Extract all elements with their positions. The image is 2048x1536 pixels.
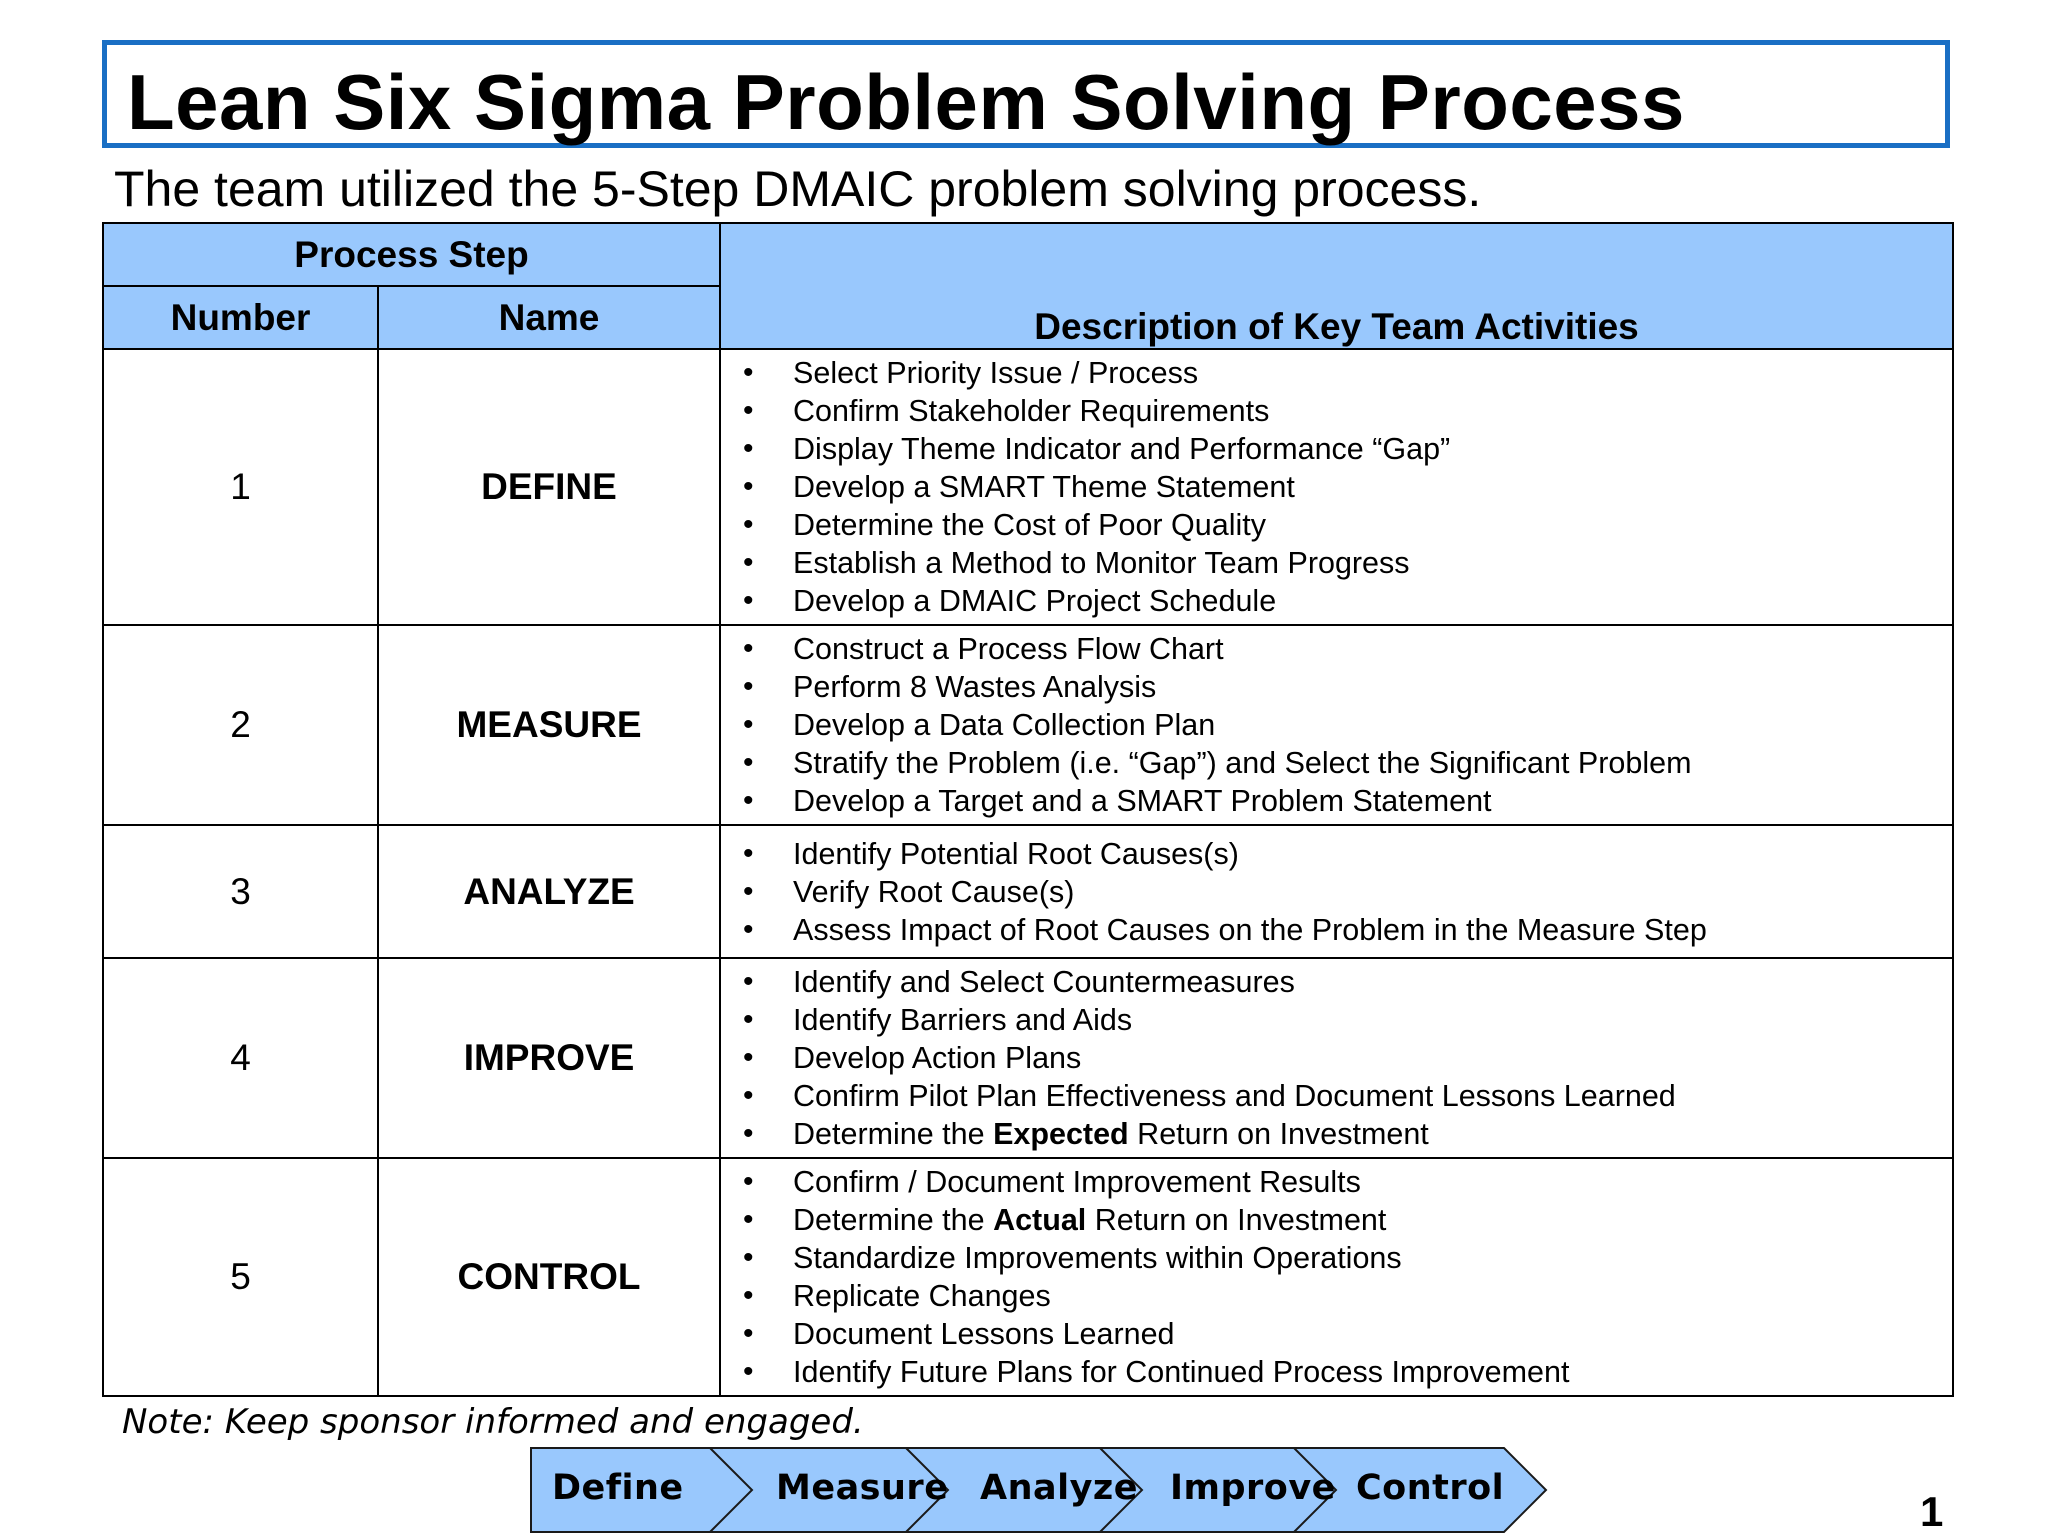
table-body	[103, 349, 1953, 1396]
table-row	[103, 625, 1953, 825]
activity-list	[721, 1163, 1952, 1391]
list-item: • Determine the Expected Return on Investment	[743, 1117, 1429, 1151]
bullet-icon: •	[743, 1041, 754, 1074]
bullet-icon: •	[743, 356, 754, 389]
dmaic-flow	[530, 1446, 1548, 1534]
step-activities	[720, 349, 1953, 625]
list-item: • Display Theme Indicator and Performance “Gap”	[743, 432, 1451, 466]
bullet-icon: •	[743, 912, 754, 946]
list-item: • Determine the Cost of Poor Quality	[743, 508, 1266, 542]
bullet-icon: •	[743, 1079, 754, 1112]
list-item: • Develop a DMAIC Project Schedule	[743, 584, 1277, 618]
bullet-icon: •	[743, 394, 754, 427]
list-item: • Perform 8 Wastes Analysis	[743, 670, 1157, 704]
page-title: Lean Six Sigma Problem Solving Process	[127, 58, 1685, 146]
activity-list	[721, 354, 1952, 620]
list-item: • Identify Potential Root Causes(s)	[743, 836, 1239, 871]
step-name: ANALYZE	[378, 825, 720, 958]
list-item: • Develop Action Plans	[743, 1041, 1082, 1075]
activity-list	[721, 630, 1952, 820]
flow-step-analyze: Analyze	[980, 1468, 1139, 1508]
table-row	[103, 1158, 1953, 1396]
step-name: IMPROVE	[378, 958, 720, 1158]
bullet-icon: •	[743, 746, 754, 779]
header-number: Number	[103, 286, 378, 349]
list-item: • Assess Impact of Root Causes on the Problem in the Measure Step	[743, 912, 1707, 947]
bullet-icon: •	[743, 508, 754, 541]
step-activities	[720, 1158, 1953, 1396]
page-subtitle: The team utilized the 5-Step DMAIC problem solving process.	[114, 161, 1482, 217]
list-item: • Select Priority Issue / Process	[743, 356, 1199, 390]
flow-step-improve: Improve	[1170, 1468, 1336, 1508]
list-item: • Construct a Process Flow Chart	[743, 632, 1224, 666]
list-item: • Identify Future Plans for Continued Process Improvement	[743, 1355, 1570, 1389]
activity-list	[721, 835, 1952, 949]
table-row	[103, 349, 1953, 625]
bullet-icon: •	[743, 1117, 754, 1150]
bullet-icon: •	[743, 1241, 754, 1274]
list-item: • Confirm Pilot Plan Effectiveness and Document Lessons Learned	[743, 1079, 1676, 1113]
step-name: CONTROL	[378, 1158, 720, 1396]
bullet-icon: •	[743, 670, 754, 703]
bullet-icon: •	[743, 1203, 754, 1236]
process-table	[102, 222, 1954, 1397]
list-item: • Replicate Changes	[743, 1279, 1051, 1313]
list-item: • Develop a Data Collection Plan	[743, 708, 1216, 742]
bullet-icon: •	[743, 1279, 754, 1312]
bullet-icon: •	[743, 965, 754, 998]
bullet-icon: •	[743, 1003, 754, 1036]
step-number: 4	[103, 958, 378, 1158]
table-row	[103, 958, 1953, 1158]
bullet-icon: •	[743, 708, 754, 741]
flow-step-control: Control	[1356, 1468, 1505, 1508]
bullet-icon: •	[743, 584, 754, 617]
bullet-icon: •	[743, 784, 754, 817]
list-item: • Stratify the Problem (i.e. “Gap”) and Select the Significant Problem	[743, 746, 1692, 780]
step-activities	[720, 625, 1953, 825]
header-process-step: Process Step	[103, 223, 720, 286]
list-item: • Document Lessons Learned	[743, 1317, 1175, 1351]
step-name: MEASURE	[378, 625, 720, 825]
list-item: • Identify Barriers and Aids	[743, 1003, 1133, 1037]
table-row	[103, 825, 1953, 958]
sponsor-note: Note: Keep sponsor informed and engaged.	[122, 1402, 864, 1442]
list-item: • Identify and Select Countermeasures	[743, 965, 1295, 999]
bullet-icon: •	[743, 1317, 754, 1350]
bullet-icon: •	[743, 470, 754, 503]
list-item: • Confirm Stakeholder Requirements	[743, 394, 1270, 428]
bullet-icon: •	[743, 874, 754, 908]
header-name: Name	[378, 286, 720, 349]
bullet-icon: •	[743, 836, 754, 870]
step-number: 2	[103, 625, 378, 825]
title-box	[102, 40, 1950, 148]
bullet-icon: •	[743, 1165, 754, 1198]
flow-step-measure: Measure	[776, 1468, 949, 1508]
list-item: • Develop a Target and a SMART Problem Statement	[743, 784, 1492, 818]
header-description: Description of Key Team Activities	[720, 223, 1953, 349]
list-item: • Standardize Improvements within Operations	[743, 1241, 1402, 1275]
step-activities	[720, 825, 1953, 958]
bullet-icon: •	[743, 1355, 754, 1388]
step-number: 5	[103, 1158, 378, 1396]
bullet-icon: •	[743, 632, 754, 665]
list-item: • Establish a Method to Monitor Team Progress	[743, 546, 1410, 580]
list-item: • Confirm / Document Improvement Results	[743, 1165, 1361, 1199]
step-number: 3	[103, 825, 378, 958]
bullet-icon: •	[743, 546, 754, 579]
flow-step-define: Define	[552, 1468, 684, 1508]
list-item: • Develop a SMART Theme Statement	[743, 470, 1295, 504]
step-name: DEFINE	[378, 349, 720, 625]
page-number: 1	[1920, 1488, 1944, 1535]
activity-list	[721, 963, 1952, 1153]
list-item: • Determine the Actual Return on Investment	[743, 1203, 1387, 1237]
step-activities	[720, 958, 1953, 1158]
bullet-icon: •	[743, 432, 754, 465]
list-item: • Verify Root Cause(s)	[743, 874, 1075, 909]
step-number: 1	[103, 349, 378, 625]
